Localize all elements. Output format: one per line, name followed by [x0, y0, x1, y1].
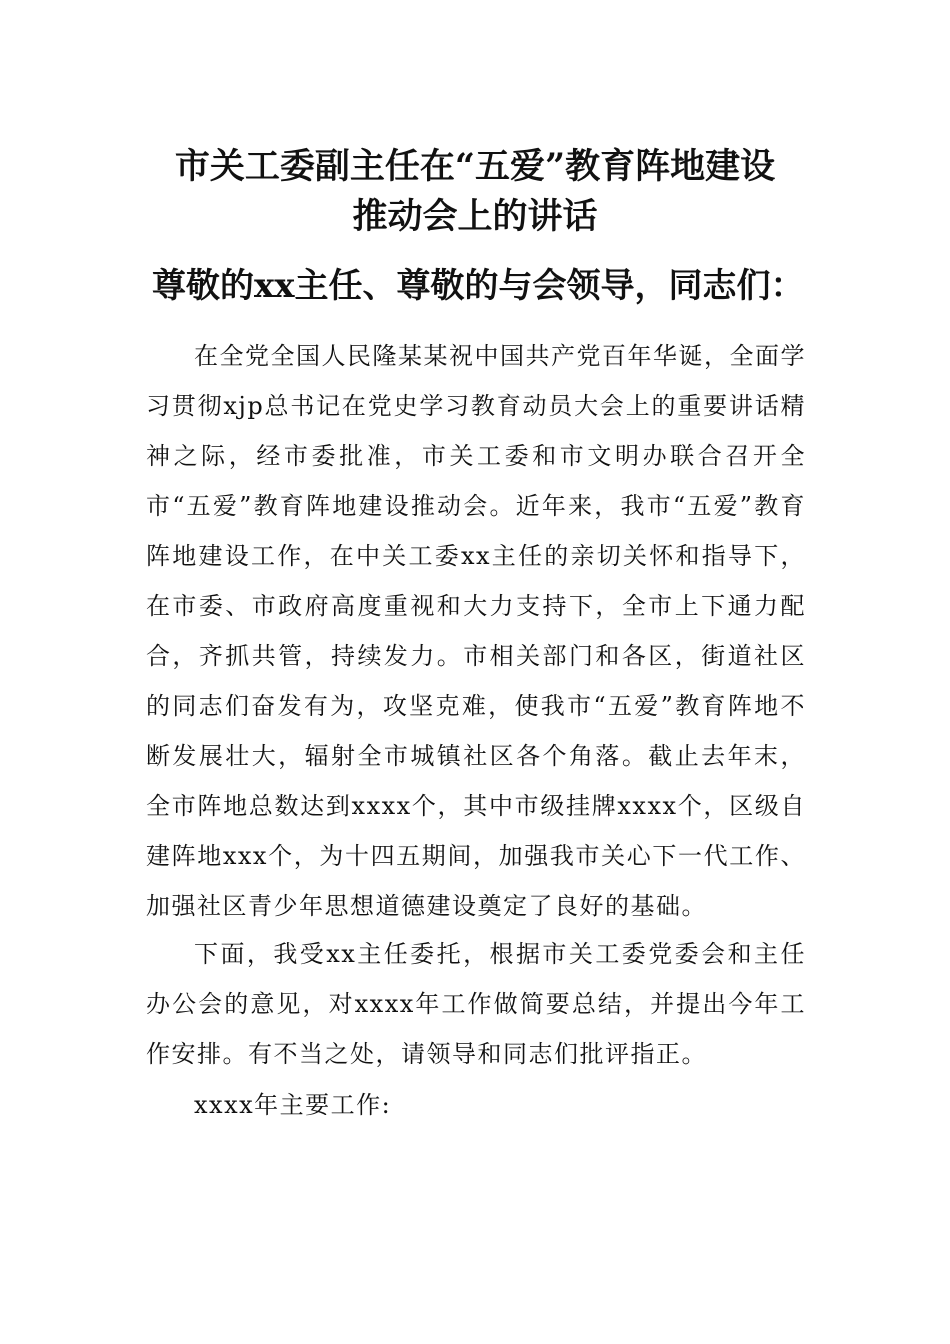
salutation: 尊敬的xx主任、尊敬的与会领导，同志们：	[152, 266, 805, 306]
paragraph-text: 下面，我受xx主任委托，根据市关工委党委会和主任办公会的意见，对xxxx年工作做简要总结，并提出今年工作安排。有不当之处，请领导和同志们批评指正。	[146, 940, 806, 1068]
document-title-line-2: 推动会上的讲话	[352, 196, 598, 237]
paragraph-text: xxxx年主要工作:	[194, 1091, 392, 1119]
body-paragraph-3	[146, 1080, 806, 1130]
paragraph-text: 在全党全国人民隆某某祝中国共产党百年华诞，全面学习贯彻xjp总书记在党史学习教育动员大会上的重要讲话精神之际，经市委批准，市关工委和市文明办联合召开全市“五爱”教育阵地建设推动会。近年来，我市“五爱”教育阵地建设工作，在中关工委xx主任的亲切关怀和指导下，在市委、市政府高度重视和大力支持下，全市上下通力配合，齐抓共管，持续发力。市相关部门和各区，街道社区的同志们奋发有为，攻坚克难，使我市“五爱”教育阵地不断发展壮大，辐射全市城镇社区各个角落。截止去年末，全市阵地总数达到xxxx个，其中市级挂牌xxxx个，区级自建阵地xxx个，为十四五期间，加强我市关心下一代工作、加强社区青少年思想道德建设奠定了良好的基础。	[146, 342, 806, 920]
body-paragraph-1	[146, 331, 806, 931]
document-title-line-1: 市关工委副主任在“五爱”教育阵地建设	[174, 146, 776, 187]
body-paragraph-2	[146, 929, 806, 1079]
